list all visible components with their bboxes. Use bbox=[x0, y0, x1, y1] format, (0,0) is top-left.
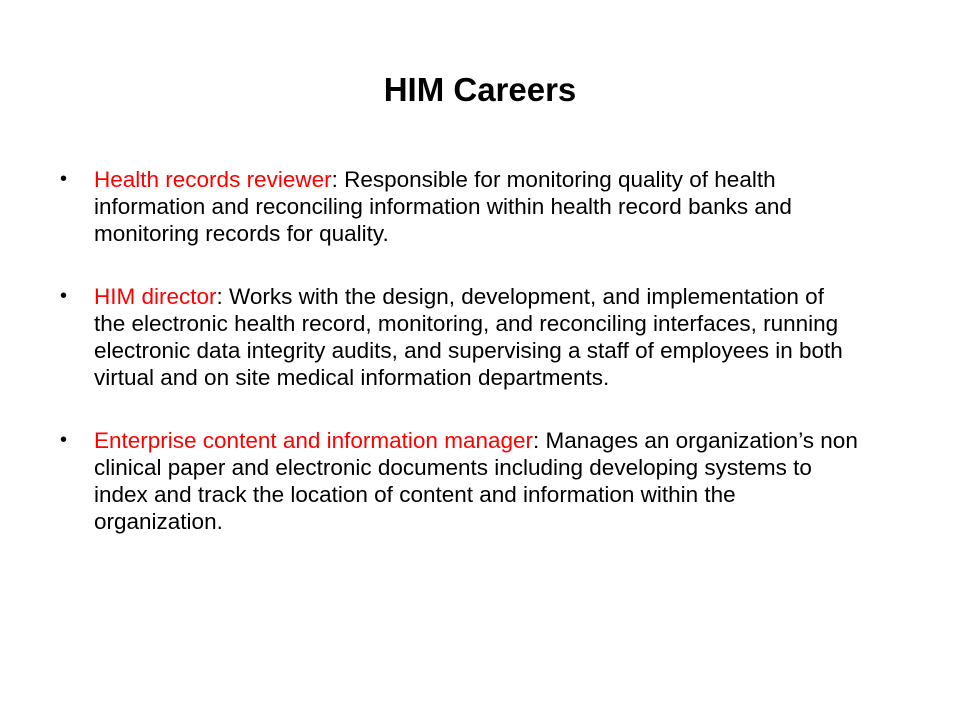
bullet-icon: • bbox=[60, 168, 68, 190]
career-description: : Responsible for monitoring quality of health information and reconciling information within health record banks and monitoring records for quality. bbox=[94, 167, 792, 246]
slide-title: HIM Careers bbox=[383, 71, 577, 108]
bullet-item-enterprise-content-manager bbox=[60, 427, 860, 535]
career-description: : Works with the design, development, and implementation of the electronic health record, monitoring, and reconciling interfaces, running electronic data integrity audits, and supervising a staff of employees in both virtual and on site medical information departments. bbox=[94, 284, 843, 390]
career-term: Health records reviewer bbox=[94, 167, 332, 192]
bullet-item-him-director bbox=[60, 283, 860, 391]
bullet-icon: • bbox=[60, 429, 68, 451]
bullet-icon: • bbox=[60, 285, 68, 307]
career-term: Enterprise content and information manager bbox=[94, 428, 534, 453]
bullet-list bbox=[60, 166, 860, 571]
career-term: HIM director bbox=[94, 284, 217, 309]
career-description: : Manages an organization’s non clinical paper and electronic documents including developing systems to index and track the location of content and information within the organization. bbox=[94, 428, 858, 534]
bullet-item-health-records-reviewer bbox=[60, 166, 860, 247]
